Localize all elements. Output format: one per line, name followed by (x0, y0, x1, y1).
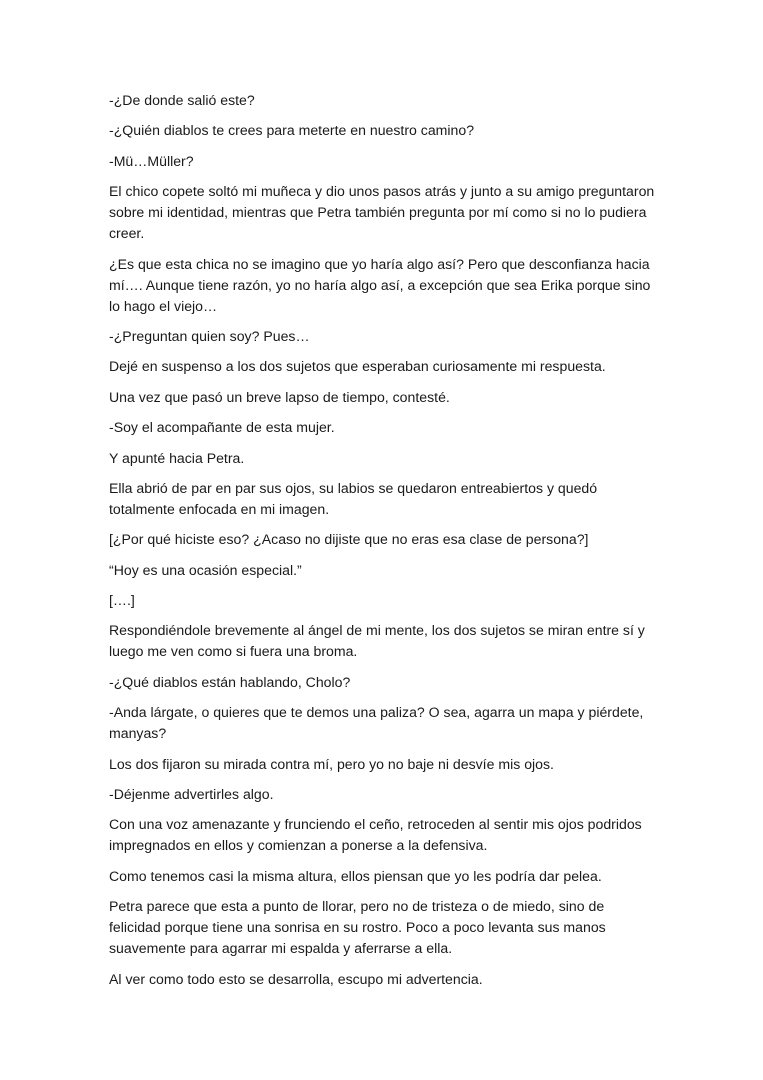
paragraph: Ella abrió de par en par sus ojos, su labios se quedaron entreabiertos y quedó totalmente enfocada en mi imagen. (109, 479, 598, 517)
paragraph: -Anda lárgate, o quieres que te demos una paliza? O sea, agarra un mapa y piérdete, manyas? (109, 704, 644, 742)
paragraph: Una vez que pasó un breve lapso de tiempo, contesté. (109, 388, 450, 405)
paragraph: Como tenemos casi la misma altura, ellos piensan que yo les podría dar pelea. (109, 867, 602, 884)
paragraph: ¿Es que esta chica no se imagino que yo haría algo así? Pero que desconfianza hacia mí…. Aunque tiene razón, yo no haría algo así, a excepción que sea Erika porque sino lo hago el viejo… (109, 255, 651, 314)
paragraph: -¿Preguntan quien soy? Pues… (109, 327, 310, 344)
paragraph: Respondiéndole brevemente al ángel de mi mente, los dos sujetos se miran entre sí y luego me ven como si fuera una broma. (109, 622, 645, 660)
paragraph: Los dos fijaron su mirada contra mí, pero yo no baje ni desvíe mis ojos. (109, 755, 554, 772)
paragraph: Al ver como todo esto se desarrolla, escupo mi advertencia. (109, 970, 483, 987)
paragraph: Con una voz amenazante y frunciendo el ceño, retroceden al sentir mis ojos podridos impregnados en ellos y comienzan a ponerse a la defensiva. (109, 816, 642, 854)
paragraph: [¿Por qué hiciste eso? ¿Acaso no dijiste que no eras esa clase de persona?] (109, 531, 589, 548)
paragraph: -Mü…Müller? (109, 152, 194, 169)
paragraph: -¿De donde salió este? (109, 92, 255, 108)
paragraph: [….] (109, 592, 135, 609)
paragraph: -Déjenme advertirles algo. (109, 786, 274, 803)
paragraph: Y apunté hacia Petra. (109, 449, 245, 466)
paragraph: -Soy el acompañante de esta mujer. (109, 419, 335, 436)
paragraph: Petra parece que esta a punto de llorar, pero no de tristeza o de miedo, sino de felicidad porque tiene una sonrisa en su rostro. Poco a poco levanta sus manos suavemente para agarrar mi espalda y aferrarse a ella. (109, 898, 606, 957)
paragraph: Dejé en suspenso a los dos sujetos que esperaban curiosamente mi respuesta. (109, 358, 606, 375)
paragraph: -¿Qué diablos están hablando, Cholo? (109, 673, 351, 690)
paragraph: El chico copete soltó mi muñeca y dio unos pasos atrás y junto a su amigo preguntaron sobre mi identidad, mientras que Petra también pregunta por mí como si no lo pudiera creer. (109, 183, 655, 242)
paragraph: “Hoy es una ocasión especial.” (109, 561, 302, 578)
document-body (109, 90, 657, 999)
paragraph: -¿Quién diablos te crees para meterte en nuestro camino? (109, 122, 475, 139)
